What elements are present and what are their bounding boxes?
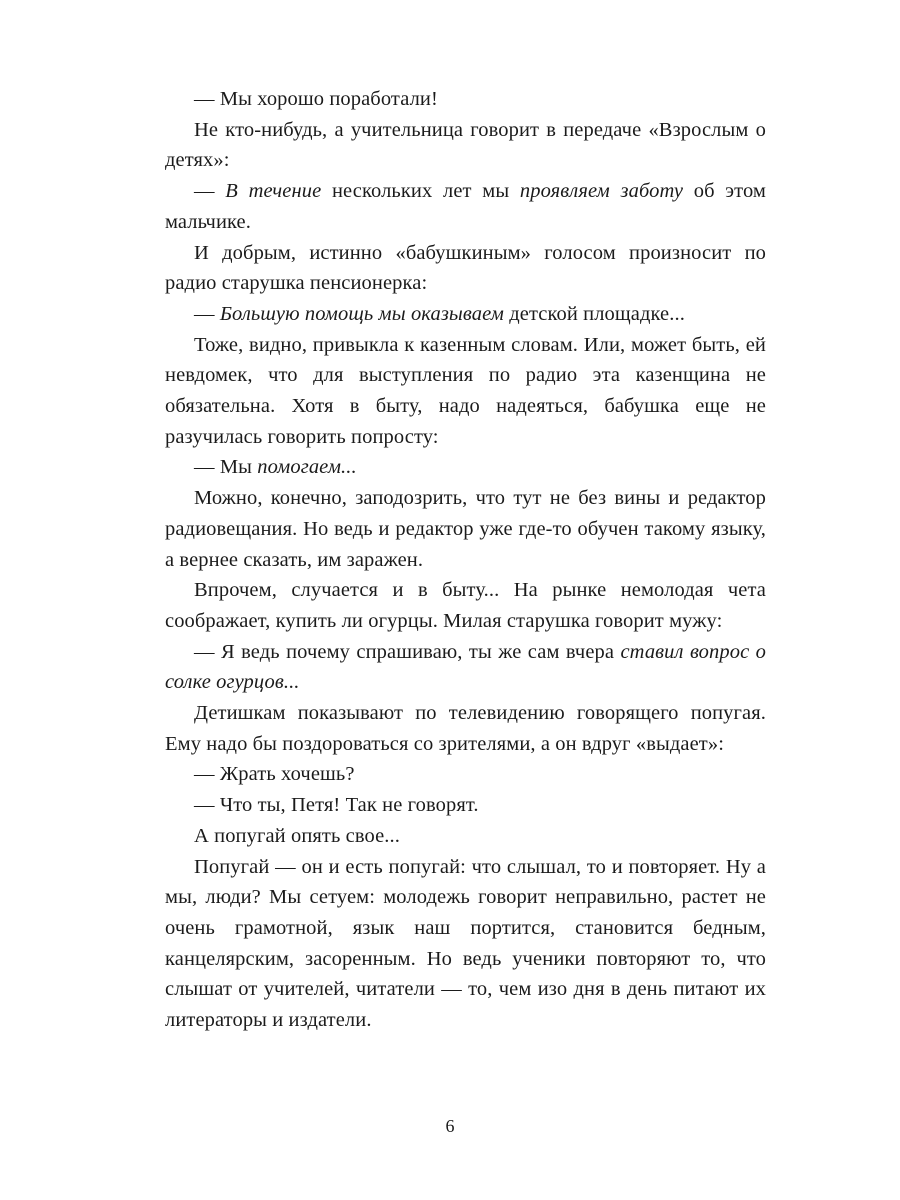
paragraph bbox=[165, 330, 766, 453]
text-run: А попугай опять свое... bbox=[194, 824, 400, 847]
paragraph bbox=[165, 483, 766, 575]
paragraph bbox=[165, 115, 766, 176]
text-run: — Что ты, Петя! Так не говорят. bbox=[194, 794, 479, 817]
text-run: Детишкам показывают по телевидению говорящего попугая. Ему надо бы поздороваться со зрителями, а он вдруг «выдает»: bbox=[165, 702, 766, 755]
text-run: об этом мальчике. bbox=[165, 180, 766, 233]
italic-run: Большую помощь мы оказываем bbox=[219, 302, 504, 325]
paragraph bbox=[165, 852, 766, 1036]
text-run: — Я ведь почему спрашиваю, ты же сам вчера bbox=[194, 640, 621, 663]
text-run: Тоже, видно, привыкла к казенным словам. Или, может быть, ей невдомек, что для выступления по радио эта казенщина не обязательна. Хотя в быту, надо надеяться, бабушка еще не разучилась говорить попросту: bbox=[165, 333, 766, 448]
italic-run: проявляем заботу bbox=[519, 180, 684, 203]
page-number: 6 bbox=[445, 1116, 455, 1136]
paragraph bbox=[165, 84, 766, 115]
text-run: — Жрать хочешь? bbox=[194, 763, 355, 786]
paragraph bbox=[165, 759, 766, 790]
paragraph bbox=[165, 452, 766, 483]
paragraph bbox=[165, 637, 766, 698]
italic-run: помогаем... bbox=[257, 456, 357, 479]
paragraph bbox=[165, 299, 766, 330]
text-run: Не кто-нибудь, а учительница говорит в передаче «Взрослым о детях»: bbox=[165, 118, 766, 172]
paragraph bbox=[165, 238, 766, 299]
text-run: Попугай — он и есть попугай: что слышал, то и повторяет. Ну а мы, люди? Мы сетуем: молодежь говорит неправильно, растет не очень грамотной, язык наш портится, становится бедным, канцелярским, засоренным. Но ведь ученики повторяют то, что слышат от учителей, читатели — то, чем изо дня в день питают их литераторы и издатели. bbox=[165, 855, 766, 1032]
text-run: И добрым, истинно «бабушкиным» голосом произносит по радио старушка пенсионерка: bbox=[165, 241, 766, 295]
text-run: — bbox=[194, 180, 226, 203]
paragraph bbox=[165, 790, 766, 821]
text-run: — bbox=[194, 302, 220, 325]
italic-run: ставил вопрос о солке огурцов... bbox=[165, 640, 767, 694]
paragraph bbox=[165, 698, 766, 759]
text-run: — Мы хорошо поработали! bbox=[194, 88, 438, 110]
paragraph bbox=[165, 176, 766, 237]
text-run: нескольких лет мы bbox=[321, 180, 520, 203]
italic-run: В течение bbox=[225, 180, 322, 203]
text-block bbox=[165, 84, 766, 1036]
text-run: — Мы bbox=[194, 456, 258, 479]
paragraph bbox=[165, 821, 766, 852]
text-run: Можно, конечно, заподозрить, что тут не без вины и редактор радиовещания. Но ведь и редактор уже где-то обучен такому языку, а вернее сказать, им заражен. bbox=[165, 487, 766, 571]
text-run: Впрочем, случается и в быту... На рынке немолодая чета соображает, купить ли огурцы. Милая старушка говорит мужу: bbox=[165, 579, 766, 632]
paragraph bbox=[165, 575, 766, 636]
text-run: детской площадке... bbox=[504, 302, 685, 325]
